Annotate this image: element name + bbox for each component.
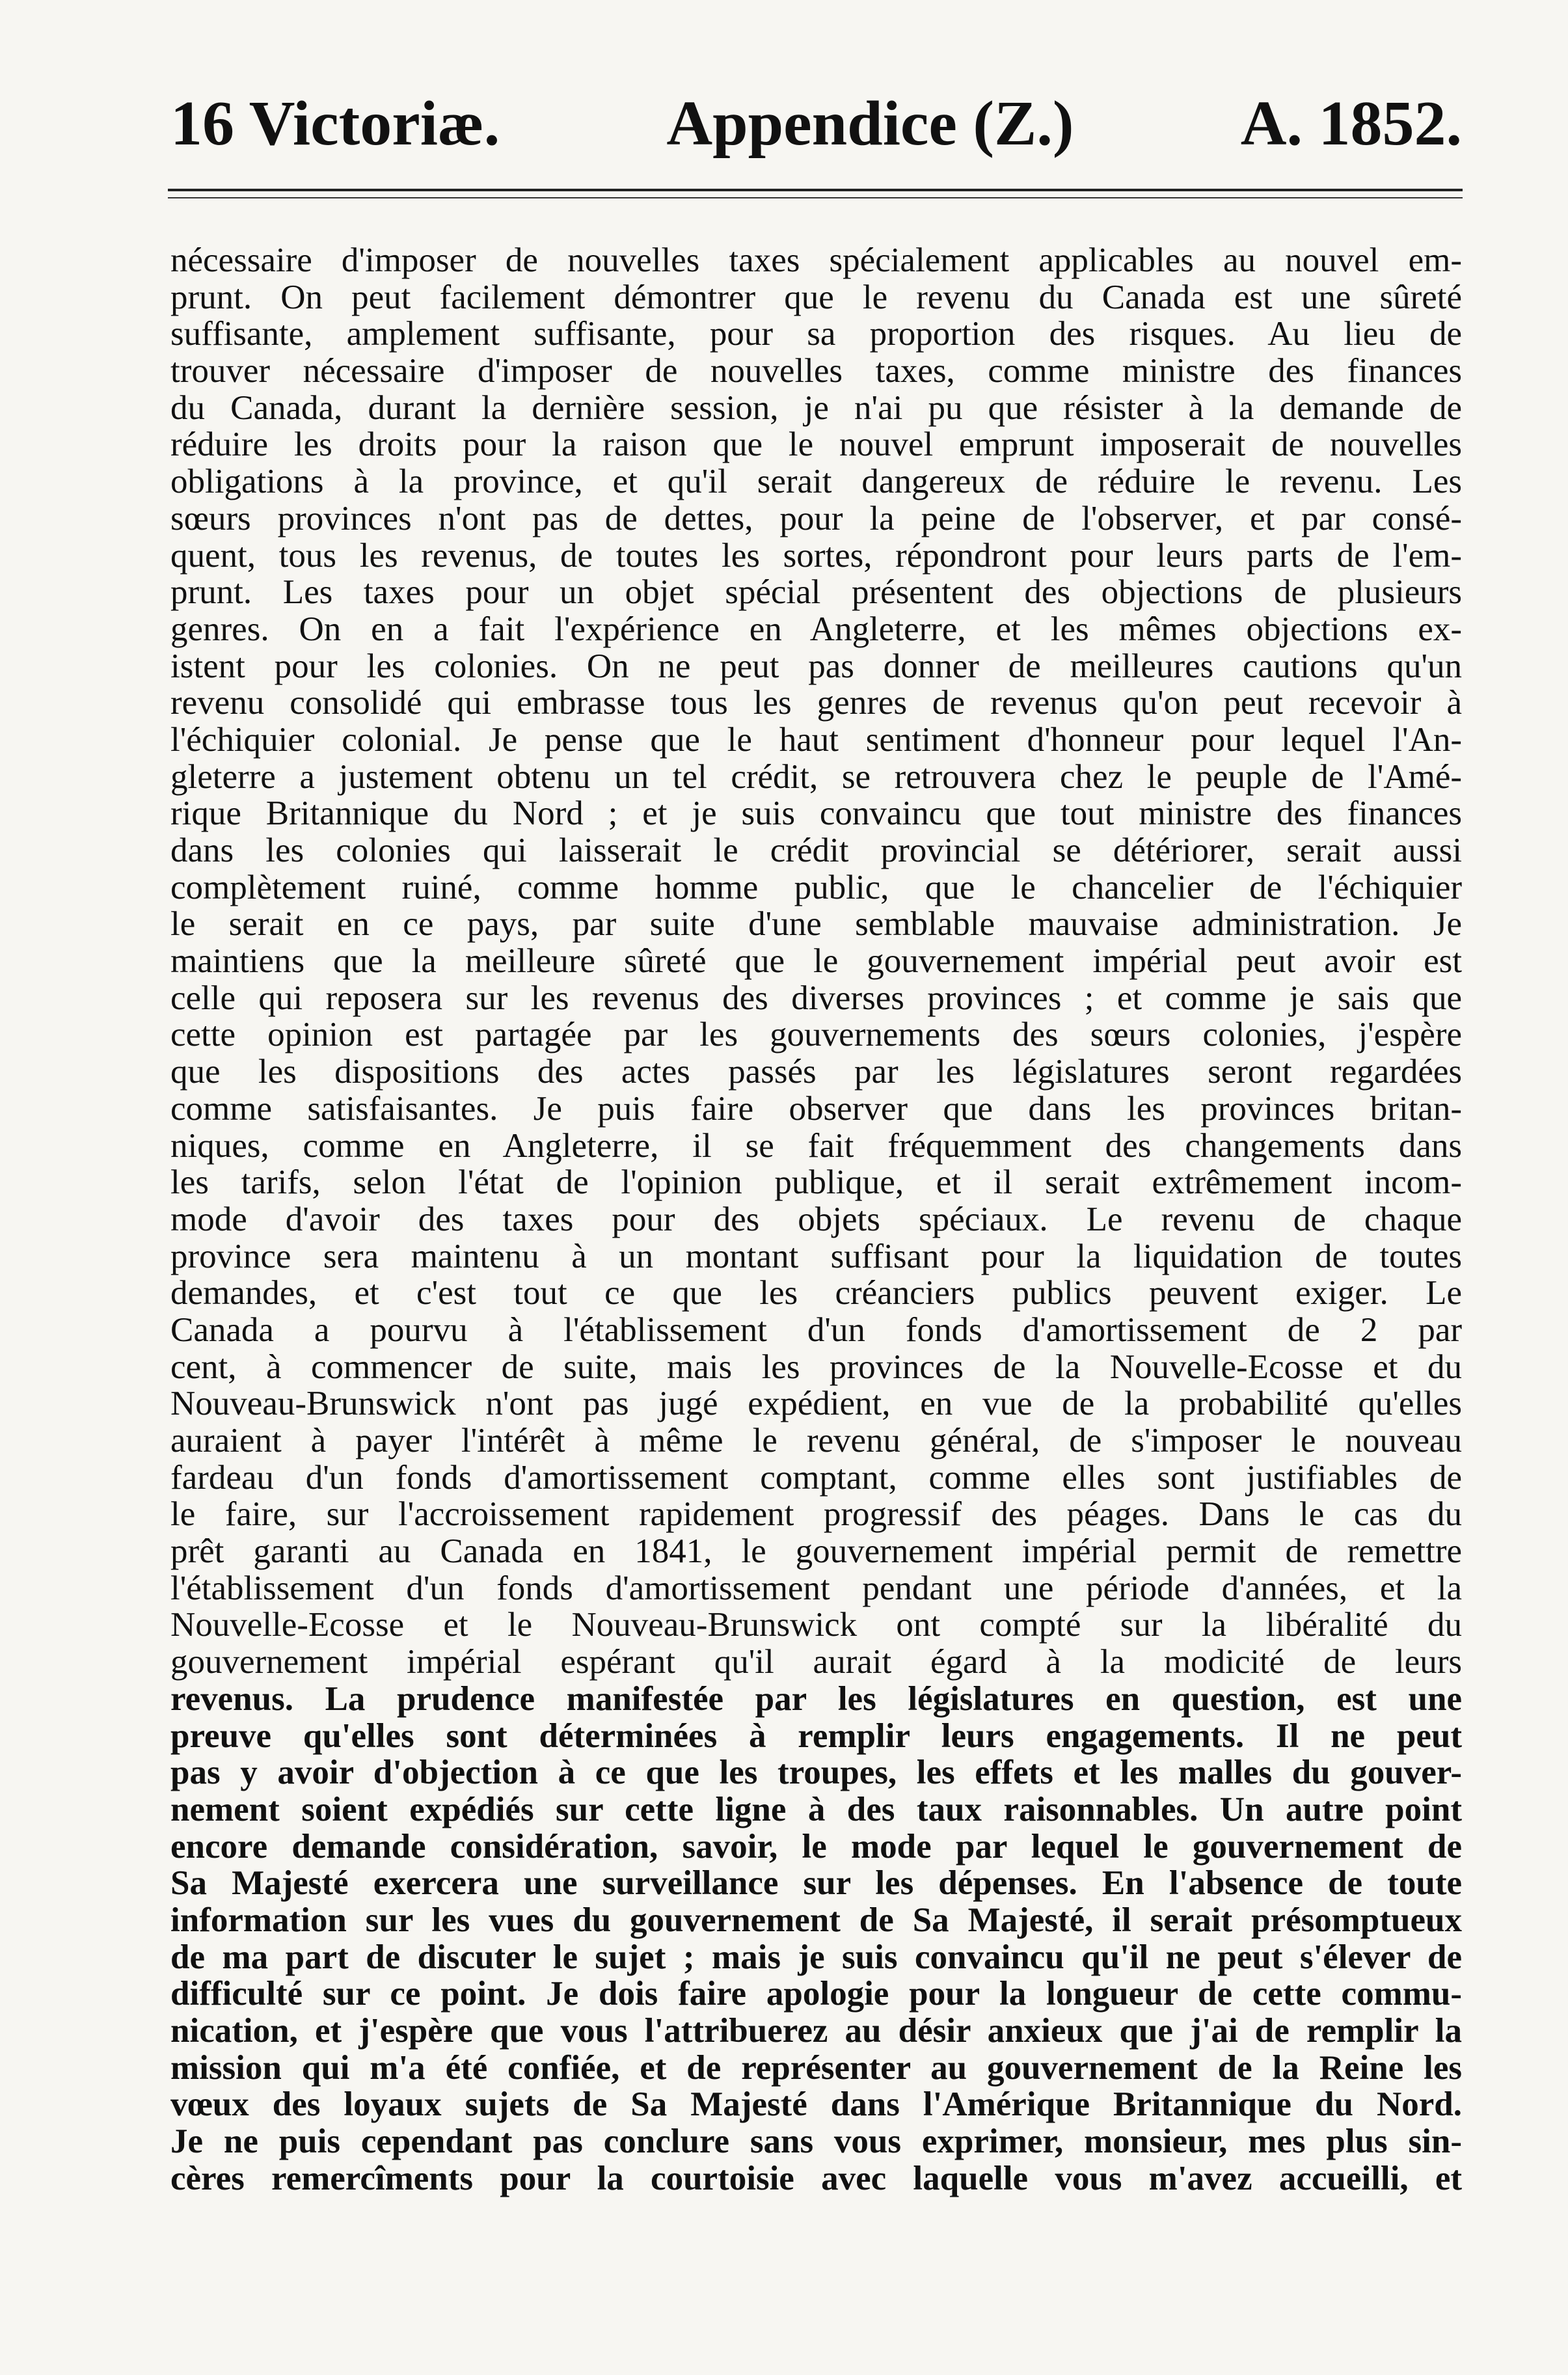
text-line: maintiens que la meilleure sûreté que le gouvernement impérial peut avoir est <box>170 942 1462 981</box>
text-line: gleterre a justement obtenu un tel crédit, se retrouvera chez le peuple de l'Amé- <box>170 757 1462 796</box>
header-year: A. 1852. <box>1240 88 1462 159</box>
text-line: cent, à commencer de suite, mais les provinces de la Nouvelle-Ecosse et du <box>170 1348 1462 1386</box>
text-line: le serait en ce pays, par suite d'une semblable mauvaise administration. Je <box>170 905 1462 943</box>
text-line: difficulté sur ce point. Je dois faire apologie pour la longueur de cette commu- <box>170 1975 1462 2013</box>
text-line: Je ne puis cependant pas conclure sans vous exprimer, monsieur, mes plus sin- <box>170 2123 1462 2161</box>
text-line: preuve qu'elles sont déterminées à remplir leurs engagements. Il ne peut <box>170 1717 1462 1755</box>
text-line: obligations à la province, et qu'il serait dangereux de réduire le revenu. Les <box>170 463 1462 501</box>
text-line: Sa Majesté exercera une surveillance sur les dépenses. En l'absence de toute <box>170 1864 1462 1903</box>
text-line: nécessaire d'imposer de nouvelles taxes spécialement applicables au nouvel em- <box>170 242 1462 279</box>
text-line: Canada a pourvu à l'établissement d'un fonds d'amortissement de 2 par <box>170 1310 1462 1349</box>
text-line: suffisante, amplement suffisante, pour sa proportion des risques. Au lieu de <box>170 315 1462 353</box>
header-rule-thin <box>168 197 1463 198</box>
text-line: quent, tous les revenus, de toutes les sortes, répondront pour leurs parts de l'em- <box>170 536 1462 575</box>
text-line: nication, et j'espère que vous l'attribuerez au désir anxieux que j'ai de remplir la <box>170 2012 1462 2050</box>
text-line: les tarifs, selon l'état de l'opinion publique, et il serait extrêmement incom- <box>170 1163 1462 1202</box>
text-line: prunt. Les taxes pour un objet spécial présentent des objections de plusieurs <box>170 573 1462 612</box>
header-session: 16 Victoriæ. <box>170 88 500 159</box>
text-line: mission qui m'a été confiée, et de représenter au gouvernement de la Reine les <box>170 2048 1462 2087</box>
text-line: complètement ruiné, comme homme public, que le chancelier de l'échiquier <box>170 868 1462 906</box>
text-line: demandes, et c'est tout ce que les créanciers publics peuvent exiger. Le <box>170 1274 1462 1312</box>
text-line: nement soient expédiés sur cette ligne à des taux raisonnables. Un autre point <box>170 1790 1462 1828</box>
text-line: dans les colonies qui laisserait le crédit provincial se détériorer, serait aussi <box>170 832 1462 869</box>
text-line: gouvernement impérial espérant qu'il aurait égard à la modicité de leurs <box>170 1643 1462 1681</box>
text-line: de ma part de discuter le sujet ; mais je suis convaincu qu'il ne peut s'élever de <box>170 1938 1462 1976</box>
text-line: genres. On en a fait l'expérience en Angleterre, et les mêmes objections ex- <box>170 610 1462 648</box>
text-line: le faire, sur l'accroissement rapidement progressif des péages. Dans le cas du <box>170 1495 1462 1534</box>
text-line: prêt garanti au Canada en 1841, le gouvernement impérial permit de remettre <box>170 1532 1462 1571</box>
text-line: l'établissement d'un fonds d'amortissement pendant une période d'années, et la <box>170 1569 1462 1607</box>
text-line: réduire les droits pour la raison que le nouvel emprunt imposerait de nouvelles <box>170 426 1462 464</box>
running-header <box>170 85 1462 163</box>
text-line: revenus. La prudence manifestée par les législatures en question, est une <box>170 1679 1462 1718</box>
text-line: istent pour les colonies. On ne peut pas donner de meilleures cautions qu'un <box>170 647 1462 685</box>
header-rule-thick <box>168 189 1463 191</box>
text-line: trouver nécessaire d'imposer de nouvelles taxes, comme ministre des finances <box>170 352 1462 390</box>
text-line: sœurs provinces n'ont pas de dettes, pour la peine de l'observer, et par consé- <box>170 499 1462 537</box>
text-line: prunt. On peut facilement démontrer que le revenu du Canada est une sûreté <box>170 278 1462 316</box>
text-line <box>170 2197 1462 2234</box>
text-line: Nouveau-Brunswick n'ont pas jugé expédient, en vue de la probabilité qu'elles <box>170 1385 1462 1423</box>
text-line: comme satisfaisantes. Je puis faire observer que dans les provinces britan- <box>170 1089 1462 1128</box>
text-line: rique Britannique du Nord ; et je suis convaincu que tout ministre des finances <box>170 794 1462 833</box>
text-line: niques, comme en Angleterre, il se fait fréquemment des changements dans <box>170 1126 1462 1165</box>
text-line: revenu consolidé qui embrasse tous les genres de revenus qu'on peut recevoir à <box>170 684 1462 722</box>
text-line: du Canada, durant la dernière session, je n'ai pu que résister à la demande de <box>170 388 1462 427</box>
text-line: province sera maintenu à un montant suffisant pour la liquidation de toutes <box>170 1237 1462 1275</box>
text-line: que les dispositions des actes passés par les législatures seront regardées <box>170 1053 1462 1091</box>
text-line: celle qui reposera sur les revenus des diverses provinces ; et comme je sais que <box>170 979 1462 1017</box>
text-line: fardeau d'un fonds d'amortissement comptant, comme elles sont justifiables de <box>170 1458 1462 1497</box>
text-line: l'échiquier colonial. Je pense que le haut sentiment d'honneur pour lequel l'An- <box>170 720 1462 759</box>
text-line: cette opinion est partagée par les gouvernements des sœurs colonies, j'espère <box>170 1016 1462 1054</box>
text-line: encore demande considération, savoir, le mode par lequel le gouvernement de <box>170 1827 1462 1866</box>
text-line: cères remercîments pour la courtoisie avec laquelle vous m'avez accueilli, et <box>170 2159 1462 2197</box>
header-appendix: Appendice (Z.) <box>666 88 1074 159</box>
text-line: mode d'avoir des taxes pour des objets spéciaux. Le revenu de chaque <box>170 1200 1462 1238</box>
text-line: information sur les vues du gouvernement de Sa Majesté, il serait présomptueux <box>170 1901 1462 1939</box>
text-line: auraient à payer l'intérêt à même le revenu général, de s'imposer le nouveau <box>170 1422 1462 1459</box>
text-line: pas y avoir d'objection à ce que les troupes, les effets et les malles du gouver- <box>170 1754 1462 1792</box>
body-text <box>170 242 1462 2324</box>
text-line: Nouvelle-Ecosse et le Nouveau-Brunswick ont compté sur la libéralité du <box>170 1606 1462 1644</box>
text-line: vœux des loyaux sujets de Sa Majesté dans l'Amérique Britannique du Nord. <box>170 2085 1462 2124</box>
